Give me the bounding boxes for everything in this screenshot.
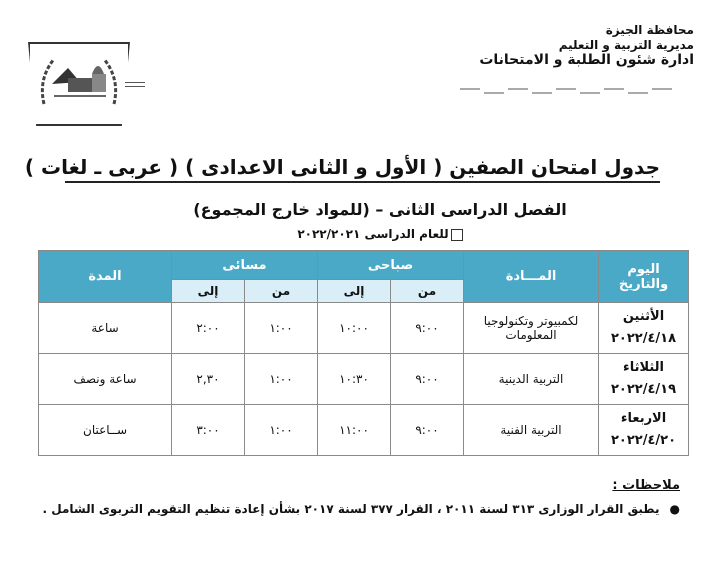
governorate-label: محافظة الجيزة [605, 23, 694, 37]
header-morning-from: من [391, 280, 464, 303]
evening-from-cell: ١:٠٠ [245, 354, 318, 405]
evening-from-cell: ١:٠٠ [245, 303, 318, 354]
duration-cell: ساعة ونصف [39, 354, 172, 405]
morning-to-cell: ١١:٠٠ [318, 405, 391, 456]
duration-cell: ســاعتان [39, 405, 172, 456]
note-text: يطبق القرار الوزارى ٣١٣ لسنة ٢٠١١ ، القرار ٣٧٧ لسنة ٢٠١٧ بشأن إعادة تنظيم التقويم التربوى الشامل . [42, 502, 660, 516]
evening-from-cell: ١:٠٠ [245, 405, 318, 456]
page-title: جدول امتحان الصفين ( الأول و الثانى الاعدادى ) ( عربى ـ لغات ) [65, 155, 660, 183]
table-row [39, 405, 689, 456]
header-subject: المـــادة [464, 251, 599, 303]
day-date-cell: الثلاثاء ٢٠٢٢/٤/١٩ [599, 354, 689, 405]
directorate-logo [28, 42, 130, 126]
header-evening-from: من [245, 280, 318, 303]
directorate-header [434, 23, 694, 68]
note-item [40, 502, 680, 516]
morning-to-cell: ١٠:٣٠ [318, 354, 391, 405]
evening-to-cell: ٢:٠٠ [172, 303, 245, 354]
header-evening-to: إلى [172, 280, 245, 303]
evening-to-cell: ٢,٣٠ [172, 354, 245, 405]
header-morning: صباحى [318, 251, 464, 280]
subject-cell: التربية الفنية [464, 405, 599, 456]
morning-from-cell: ٩:٠٠ [391, 303, 464, 354]
day-date-cell: الأثنين ٢٠٢٢/٤/١٨ [599, 303, 689, 354]
logo-emblem-icon [30, 44, 128, 124]
page-subtitle: الفصل الدراسى الثانى – (للمواد خارج المجموع) [193, 200, 567, 219]
header-morning-to: إلى [318, 280, 391, 303]
header-duration: المدة [39, 251, 172, 303]
header-day-date: اليوم والتاريخ [599, 251, 689, 303]
table-row [39, 303, 689, 354]
exam-schedule-table [38, 250, 689, 456]
academic-year [250, 227, 510, 241]
evening-to-cell: ٣:٠٠ [172, 405, 245, 456]
department-label: ادارة شئون الطلبة و الامتحانات [479, 52, 694, 68]
header-evening: مسائى [172, 251, 318, 280]
subject-cell: التربية الدينية [464, 354, 599, 405]
table-row [39, 354, 689, 405]
bullet-icon: ● [669, 502, 680, 516]
logo-divider [125, 82, 145, 87]
duration-cell: ساعة [39, 303, 172, 354]
subject-cell: لكمبيوتر وتكنولوجيا المعلومات [464, 303, 599, 354]
morning-from-cell: ٩:٠٠ [391, 405, 464, 456]
day-date-cell: الاربعاء ٢٠٢٢/٤/٢٠ [599, 405, 689, 456]
morning-to-cell: ١٠:٠٠ [318, 303, 391, 354]
academic-year-text: للعام الدراسى ٢٠٢٢/٢٠٢١ [297, 227, 449, 241]
morning-from-cell: ٩:٠٠ [391, 354, 464, 405]
directorate-label: مديرية التربية و التعليم [558, 38, 694, 52]
header-decorative-stripes [460, 88, 690, 96]
checkbox-icon [451, 229, 463, 241]
notes-heading: ملاحظات : [612, 478, 680, 493]
